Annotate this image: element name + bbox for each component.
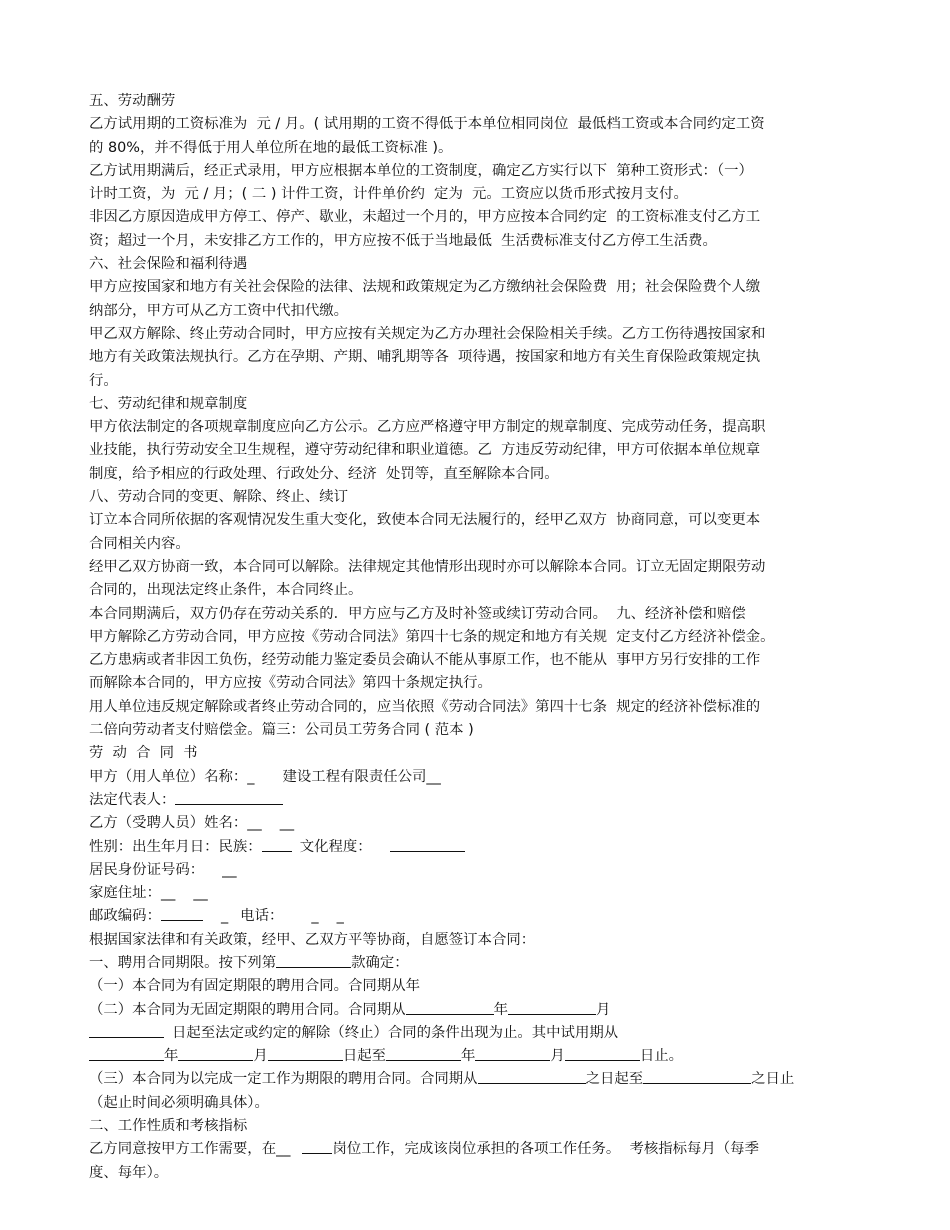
- gender-line: [89, 836, 861, 859]
- text-line: 资；超过一个月，未安排乙方工作的，甲方应按不低于当地最低 生活费标准支付乙方停工生活费。: [89, 232, 717, 249]
- postcode-blank: [161, 905, 203, 921]
- term-2-day-blank: [89, 1022, 164, 1038]
- text-line: 乙方试用期满后，经正式录用，甲方应根据本单位的工资制度，确定乙方实行以下 第种工资形式：（一）: [89, 162, 753, 179]
- phone-tail: _: [336, 908, 344, 925]
- section-2-heading: 二、工作性质和考核指标: [89, 1118, 248, 1135]
- text-line: 劳 动 合 同 书: [89, 745, 198, 762]
- term-3-label: （三）本合同为以完成一定工作为期限的聘用合同。合同期从: [89, 1071, 478, 1088]
- phone-label: 电话：: [240, 908, 284, 925]
- term-3-mid: 之日起至: [585, 1071, 644, 1088]
- term-2-year-blank: [406, 999, 494, 1015]
- gender-label: 性别：出生年月日：民族：: [89, 838, 262, 855]
- year-label: 年: [493, 1001, 509, 1018]
- probation-year-from-blank: [89, 1045, 164, 1061]
- text-line: 甲方依法制定的各项规章制度应向乙方公示。乙方应严格遵守甲方制定的规章制度、完成劳动任务，提高职: [89, 419, 766, 436]
- id-blank: __: [222, 861, 237, 878]
- text-line: 本合同期满后，双方仍存在劳动关系的．甲方应与乙方及时补签或续订劳动合同。 九、经济补偿和赔偿: [89, 605, 746, 622]
- day-end-label: 日止。: [639, 1048, 683, 1065]
- term-3-end: 之日止: [751, 1071, 795, 1088]
- term-3-end-blank: [643, 1068, 751, 1084]
- year-label: 年: [164, 1048, 179, 1065]
- party-a-name: 建设工程有限责任公司__: [282, 768, 441, 785]
- month-label: 月: [253, 1048, 268, 1065]
- term-2-month-blank: [508, 999, 596, 1015]
- legal-rep-blank: [175, 789, 283, 805]
- contract-body: [89, 90, 861, 766]
- term-3-note: （起止时间必须明确具体）。: [89, 1094, 269, 1111]
- text-line: 制度，给予相应的行政处理、行政处分、经济 处罚等，直至解除本合同。: [89, 465, 559, 482]
- text-line: 纳部分，甲方可从乙方工资中代扣代缴。: [89, 302, 349, 319]
- text-line: 的 80%，并不得低于用人单位所在地的最低工资标准 )。: [89, 139, 453, 156]
- text-line: 二倍向劳动者支付赔偿金。篇三：公司员工劳务合同 ( 范本 ): [89, 722, 474, 739]
- term-2-line: [89, 999, 861, 1022]
- month-label: 月: [550, 1048, 565, 1065]
- text-line: 五、劳动酬劳: [89, 93, 176, 109]
- text-line: 甲乙双方解除、终止劳动合同时，甲方应按有关规定为乙方办理社会保险相关手续。乙方工伤待遇按国家和: [89, 325, 766, 342]
- address-label: 家庭住址：__: [89, 885, 176, 902]
- party-b-blank: __: [279, 815, 295, 832]
- text-line: 乙方试用期的工资标准为 元 / 月。( 试用期的工资不得低于本单位相同岗位 最低档工资或本合同约定工资: [89, 116, 765, 133]
- term-2-cont-label: 日起至法定或约定的解除（终止）合同的条件出现为止。其中试用期从: [172, 1024, 619, 1041]
- probation-dates-line: [89, 1045, 861, 1068]
- term-1-line: （一）本合同为有固定期限的聘用合同。合同期从年: [89, 978, 420, 995]
- postcode-label: 邮政编码：: [89, 908, 161, 925]
- text-line: 甲方解除乙方劳动合同，甲方应按《劳动合同法》第四十七条的规定和地方有关规 定支付乙方经济补偿金。: [89, 628, 775, 645]
- postcode-line: [89, 905, 861, 928]
- postcode-tail: _: [220, 908, 229, 925]
- text-line: 用人单位违反规定解除或者终止劳动合同的，应当依照《劳动合同法》第四十七条 规定的经济补偿标准的: [89, 698, 761, 715]
- probation-month-from-blank: [178, 1045, 253, 1061]
- text-line: 订立本合同所依据的客观情况发生重大变化，致使本合同无法履行的，经甲乙双方 协商同意，可以变更本: [89, 512, 761, 529]
- ethnicity-blank: [262, 836, 292, 852]
- probation-day-to-blank: [565, 1045, 640, 1061]
- text-line: 经甲乙双方协商一致，本合同可以解除。法律规定其他情形出现时亦可以解除本合同。订立无固定期限劳动: [89, 558, 766, 575]
- text-line: 业技能，执行劳动安全卫生规程，遵守劳动纪律和职业道德。乙 方违反劳动纪律，甲方可依据本单位规章: [89, 442, 761, 459]
- duty-text: 岗位工作，完成该岗位承担的各项工作任务。 考核指标每月（每季: [332, 1141, 759, 1158]
- text-line: 七、劳动纪律和规章制度: [89, 395, 248, 412]
- party-b-label: 乙方（受聘人员）姓名：__: [89, 815, 262, 832]
- term-3-start-blank: [478, 1068, 586, 1084]
- month-label: 月: [596, 1001, 611, 1018]
- text-line: 合同的，出现法定终止条件，本合同终止。: [89, 582, 363, 599]
- term-heading-label: 一、聘用合同期限。按下列第: [89, 954, 277, 971]
- text-line: 非因乙方原因造成甲方停工、停产、歇业，未超过一个月的，甲方应按本合同约定 的工资标准支付乙方工: [89, 209, 761, 226]
- id-line: [89, 859, 861, 882]
- term-option-blank: [276, 952, 351, 968]
- legal-rep-label: 法定代表人：: [89, 791, 176, 808]
- duty-label: 乙方同意按甲方工作需要，在__: [89, 1141, 291, 1158]
- year-label: 年: [461, 1048, 476, 1065]
- address-line: [89, 882, 861, 905]
- contract-document: [89, 90, 861, 1185]
- duty-cont-line: 度、每年）。: [89, 1164, 169, 1181]
- term-3-line: [89, 1068, 861, 1091]
- education-label: 文化程度：: [299, 838, 372, 855]
- id-label: 居民身份证号码：: [89, 861, 205, 878]
- basis-line: 根据国家法律和有关政策，经甲、乙双方平等协商，自愿签订本合同：: [89, 931, 536, 948]
- party-a-label: 甲方（用人单位）名称：_: [89, 768, 255, 785]
- text-line: 六、社会保险和福利待遇: [89, 256, 248, 273]
- text-line: 地方有关政策法规执行。乙方在孕期、产期、哺乳期等各 项待遇，按国家和地方有关生育保险政策规定执: [89, 349, 761, 366]
- party-b-line: [89, 812, 861, 835]
- legal-rep-line: [89, 789, 861, 812]
- text-line: 合同相关内容。: [89, 535, 190, 552]
- address-blank: __: [193, 885, 208, 902]
- day-from-label: 日起至: [342, 1048, 386, 1065]
- text-line: 而解除本合同的，甲方应按《劳动合同法》第四十条规定执行。: [89, 675, 492, 692]
- post-blank: [302, 1138, 332, 1154]
- phone-blank: _: [311, 908, 319, 925]
- term-heading: [89, 952, 861, 975]
- probation-month-to-blank: [475, 1045, 550, 1061]
- text-line: 甲方应按国家和地方有关社会保险的法律、法规和政策规定为乙方缴纳社会保险费 用；社会保险费个人缴: [89, 279, 761, 296]
- text-line: 计时工资，为 元 / 月；( 二 ) 计件工资，计件单价约 定为 元。工资应以货币形式按月支付。: [89, 186, 688, 203]
- education-blank: [390, 836, 465, 852]
- text-line: 八、劳动合同的变更、解除、终止、续订: [89, 489, 349, 506]
- term-2-label: （二）本合同为无固定期限的聘用合同。合同期从: [89, 1001, 406, 1018]
- party-a-line: [89, 766, 861, 789]
- term-heading-suffix: 款确定：: [351, 954, 409, 971]
- text-line: 行。: [89, 372, 118, 389]
- term-2-cont-line: [89, 1022, 861, 1045]
- duty-line: [89, 1138, 861, 1161]
- text-line: 乙方患病或者非因工负伤，经劳动能力鉴定委员会确认不能从事原工作，也不能从 事甲方另行安排的工作: [89, 652, 761, 669]
- probation-year-to-blank: [386, 1045, 461, 1061]
- probation-day-from-blank: [268, 1045, 343, 1061]
